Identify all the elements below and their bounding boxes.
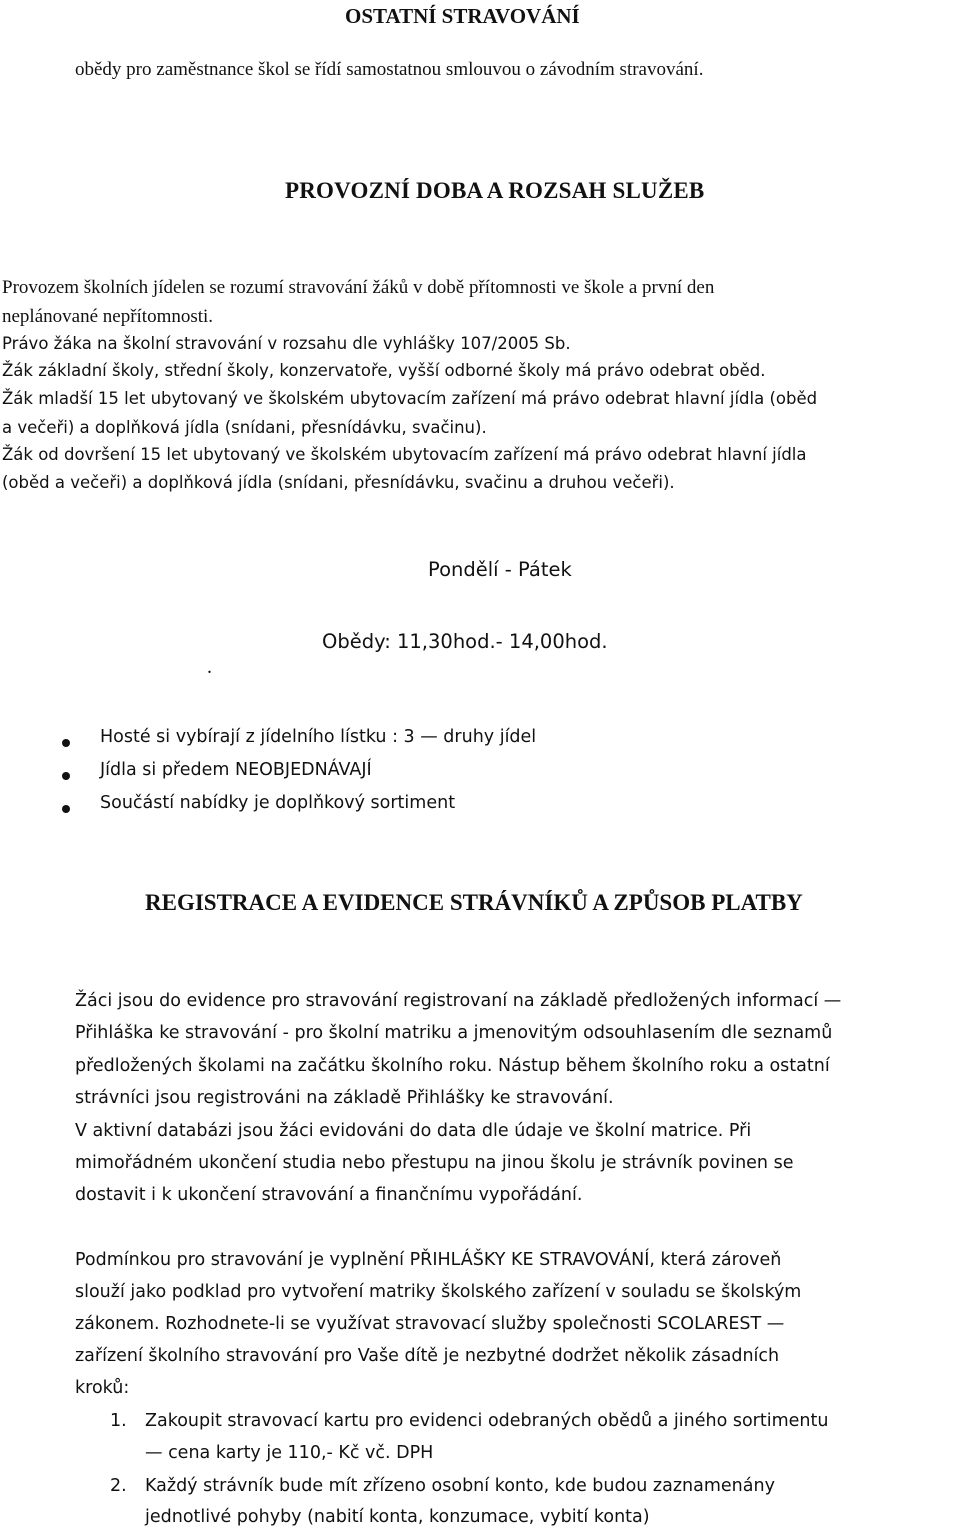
bullet-item: Hosté si vybírají z jídelního lístku : 3 — druhy jídel — [100, 727, 537, 747]
podminka-line: zákonem. Rozhodnete-li se využívat stravovací služby společnosti SCOLAREST — — [75, 1314, 785, 1334]
step-text: Zakoupit stravovací kartu pro evidenci odebraných obědů a jiného sortimentu — [145, 1411, 829, 1431]
rights-line: Právo žáka na školní stravování v rozsahu dle vyhlášky 107/2005 Sb. — [2, 334, 571, 353]
step-number: 2. — [110, 1476, 127, 1496]
heading-ostatni-stravovani: OSTATNÍ STRAVOVÁNÍ — [345, 4, 580, 28]
podminka-line: zařízení školního stravování pro Vaše dítě je nezbytné dodržet několik zásadních — [75, 1346, 780, 1366]
bullet-item: Součástí nabídky je doplňkový sortiment — [100, 793, 456, 813]
provoz-line: neplánované nepřítomnosti. — [2, 306, 214, 327]
registrace-line: dostavit i k ukončení stravování a finančnímu vypořádání. — [75, 1185, 583, 1205]
step-text: Každý strávník bude mít zřízeno osobní konto, kde budou zaznamenány — [145, 1476, 775, 1496]
registrace-line: V aktivní databázi jsou žáci evidováni do data dle údaje ve školní matrice. Při — [75, 1121, 752, 1141]
rights-line: Žák základní školy, střední školy, konzervatoře, vyšší odborné školy má právo odebrat oběd. — [2, 361, 766, 380]
lunch-hours: Obědy: 11,30hod.- 14,00hod. — [322, 630, 608, 653]
registrace-line: strávníci jsou registrováni na základě Přihlášky ke stravování. — [75, 1088, 614, 1108]
heading-registrace: REGISTRACE A EVIDENCE STRÁVNÍKŮ A ZPŮSOB PLATBY — [145, 890, 803, 915]
rights-line: Žák mladší 15 let ubytovaný ve školském ubytovacím zařízení má právo odebrat hlavní jídla (oběd — [2, 389, 818, 408]
registrace-line: mimořádném ukončení studia nebo přestupu na jinou školu je strávník povinen se — [75, 1153, 794, 1173]
rights-line: (oběd a večeři) a doplňková jídla (snídani, přesnídávku, svačinu a druhou večeři). — [2, 473, 675, 492]
step-text: jednotlivé pohyby (nabití konta, konzumace, vybití konta) — [145, 1507, 650, 1527]
podminka-line: slouží jako podklad pro vytvoření matriky školského zařízení v souladu se školským — [75, 1282, 802, 1302]
podminka-line: kroků: — [75, 1378, 130, 1398]
bullet-icon — [62, 772, 70, 780]
days-label: Pondělí - Pátek — [428, 558, 572, 581]
step-number: 1. — [110, 1411, 127, 1431]
podminka-line: Podmínkou pro stravování je vyplnění PŘIHLÁŠKY KE STRAVOVÁNÍ, která zároveň — [75, 1250, 782, 1270]
heading-provozni-doba: PROVOZNÍ DOBA A ROZSAH SLUŽEB — [285, 178, 705, 203]
registrace-line: Žáci jsou do evidence pro stravování registrovaní na základě předložených informací — — [75, 991, 842, 1011]
rights-line: Žák od dovršení 15 let ubytovaný ve školském ubytovacím zařízení má právo odebrat hlavní jídla — [2, 445, 807, 464]
ostatni-text: obědy pro zaměstnance škol se řídí samostatnou smlouvou o závodním stravování. — [75, 59, 704, 80]
bullet-icon — [62, 739, 70, 747]
registrace-line: předložených školami na začátku školního roku. Nástup během školního roku a ostatní — [75, 1056, 830, 1076]
rights-line: a večeři) a doplňková jídla (snídani, přesnídávku, svačinu). — [2, 418, 487, 437]
registrace-line: Přihláška ke stravování - pro školní matriku a jmenovitým odsouhlasením dle seznamů — [75, 1023, 833, 1043]
provoz-line: Provozem školních jídelen se rozumí stravování žáků v době přítomnosti ve škole a první den — [2, 277, 715, 298]
stray-dot: . — [207, 656, 212, 678]
step-text: — cena karty je 110,- Kč vč. DPH — [145, 1443, 434, 1463]
bullet-icon — [62, 805, 70, 813]
bullet-item: Jídla si předem NEOBJEDNÁVAJÍ — [100, 760, 372, 780]
